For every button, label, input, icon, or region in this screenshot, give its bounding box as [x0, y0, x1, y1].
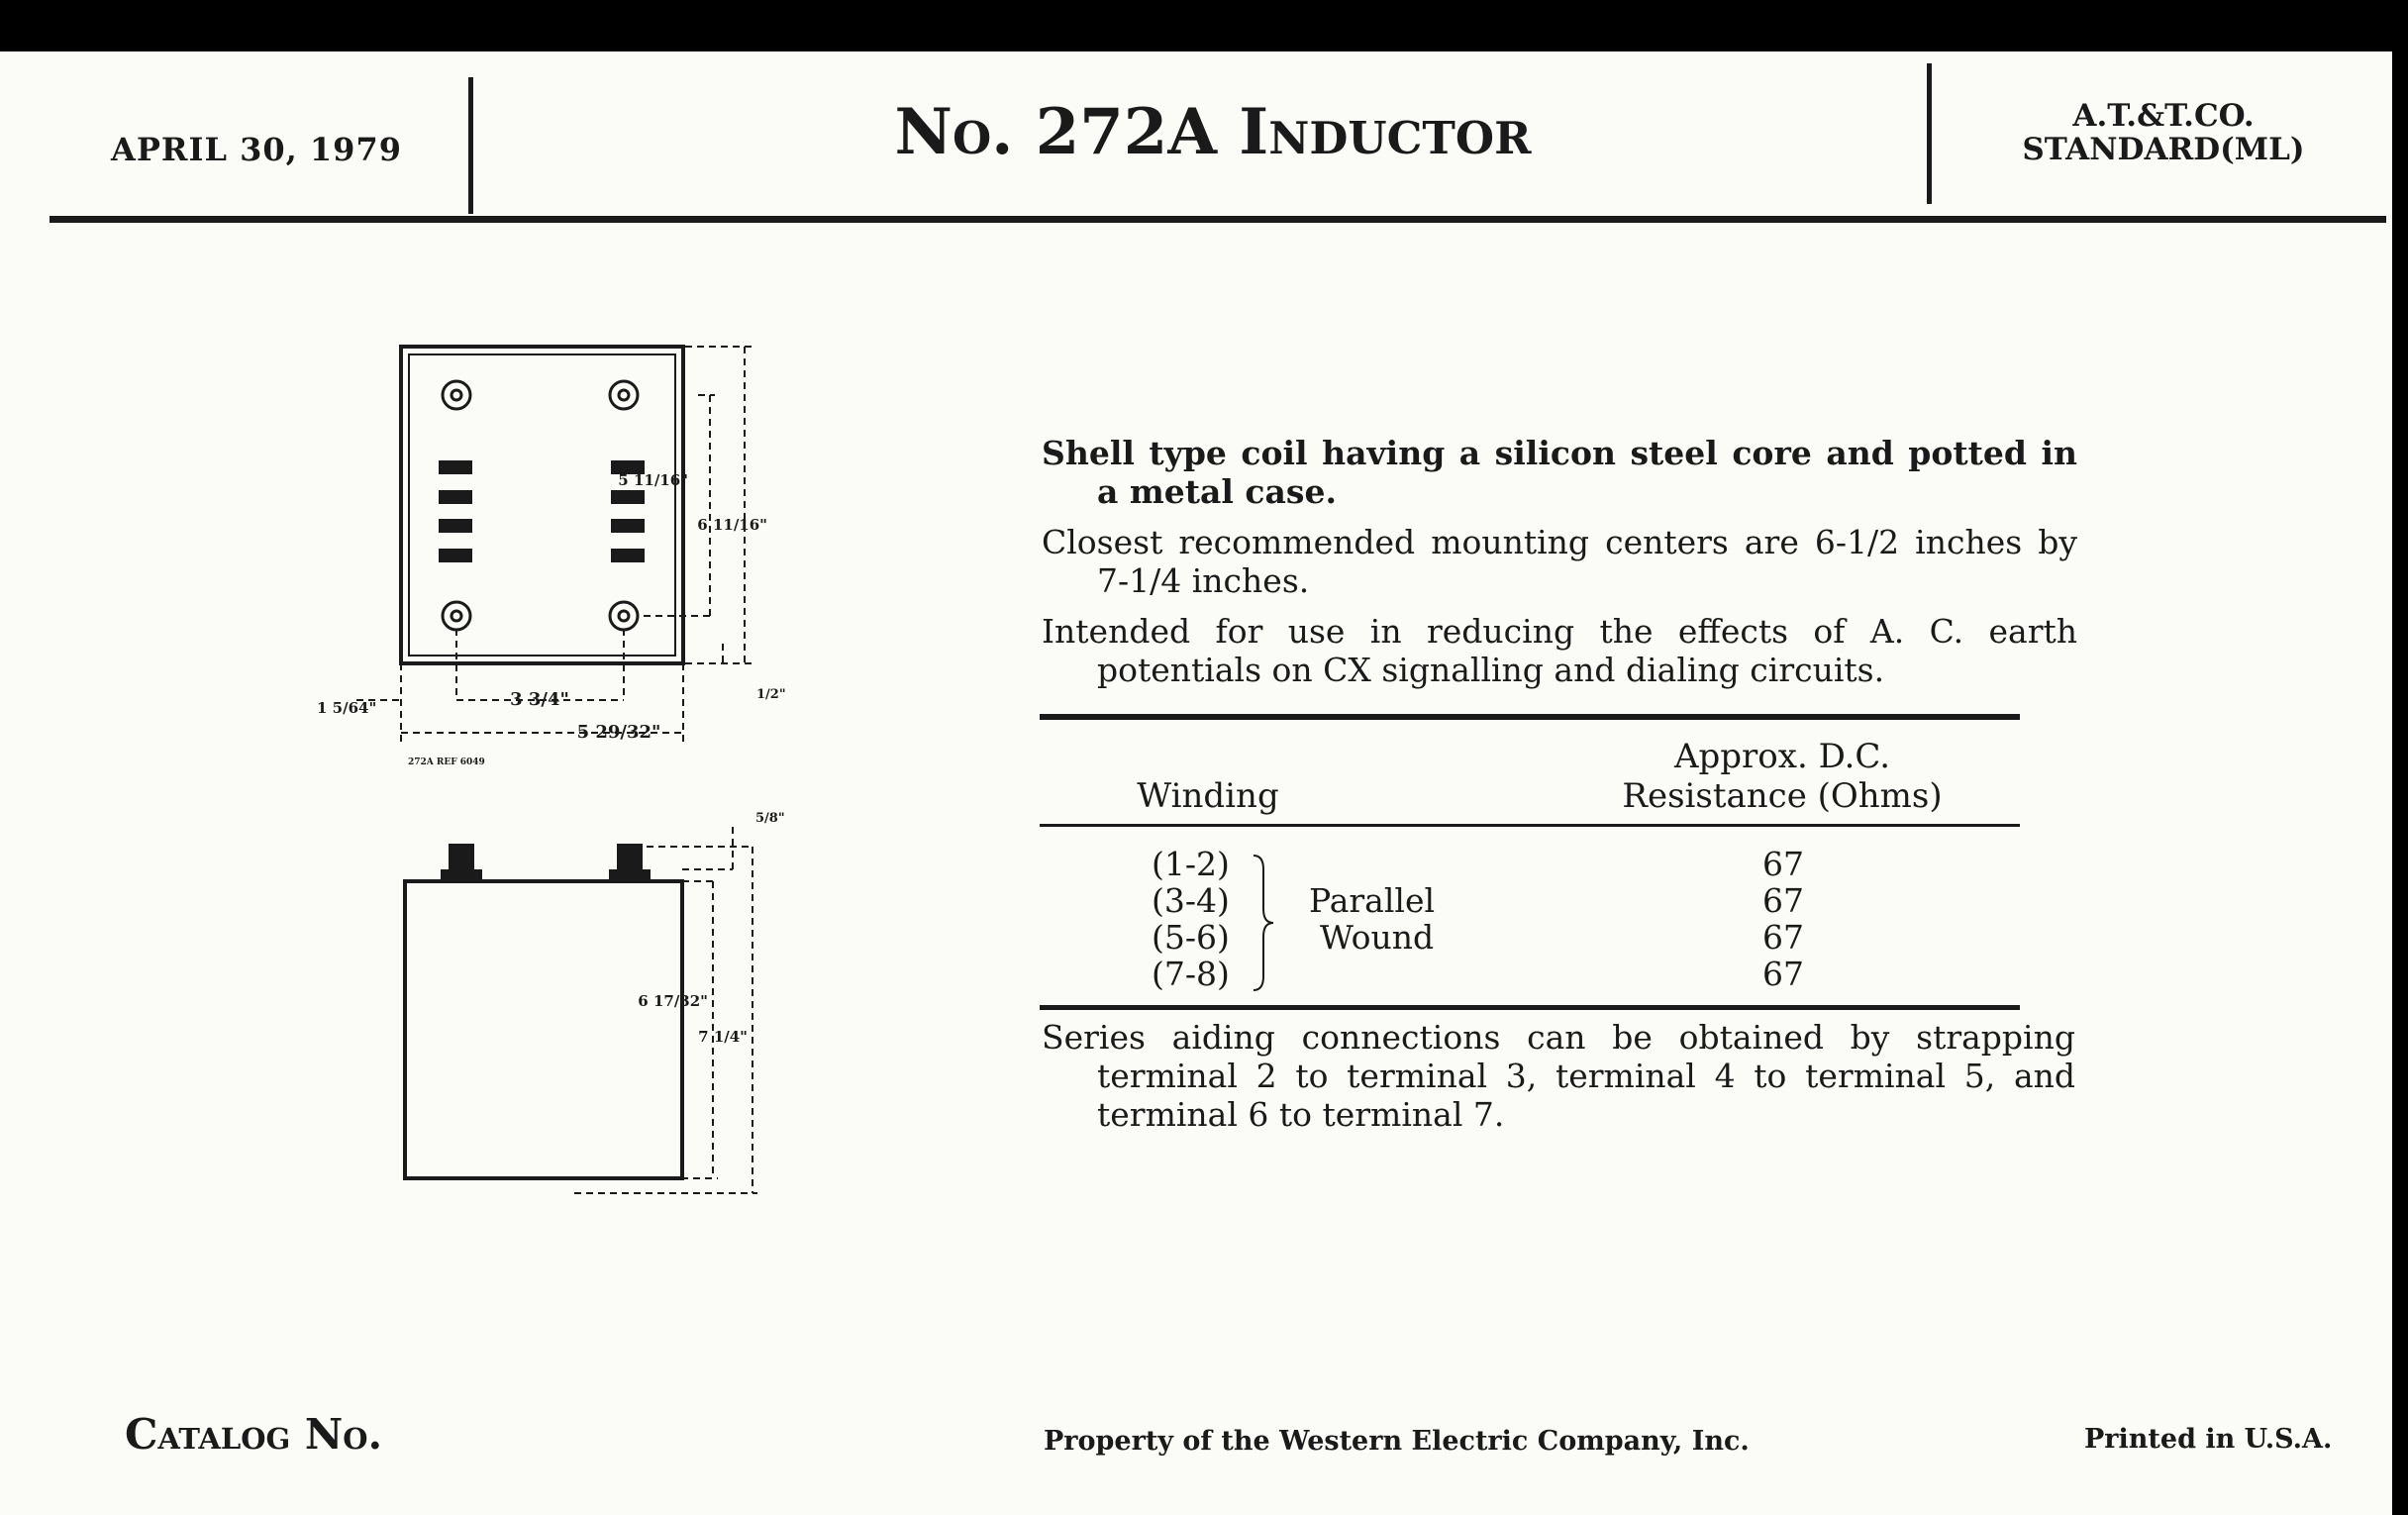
- header-rule: [50, 216, 2386, 223]
- dim-side-top: 5/8": [755, 811, 785, 826]
- dim-mount-width: 3 3/4": [510, 689, 569, 710]
- winding-1-2: (1-2): [1152, 845, 1230, 883]
- resistance-7-8: 67: [1762, 955, 1804, 993]
- dim-height-inner: 5 11/16": [618, 471, 688, 489]
- group-label-parallel: Parallel: [1309, 881, 1436, 920]
- description-intended-use: Intended for use in reducing the effects of A. C. earth potentials on CX signalling and dialing circuits.: [1042, 612, 2077, 689]
- header-divider-left: [468, 77, 473, 214]
- page-title: No. 272A Inductor: [894, 95, 1532, 169]
- issue-date: APRIL 30, 1979: [111, 131, 402, 168]
- winding-column-header: Winding: [1137, 776, 1279, 816]
- top-view-drawing: [317, 337, 786, 792]
- group-label-wound: Wound: [1320, 918, 1435, 957]
- dim-bottom-gap: 1/2": [756, 687, 786, 702]
- winding-5-6: (5-6): [1152, 918, 1230, 957]
- description-mounting: Closest recommended mounting centers are 6-1/2 inches by 7-1/4 inches.: [1042, 523, 2077, 600]
- dim-height-outer: 6 11/16": [697, 516, 767, 534]
- description-shell-type: [1042, 434, 2077, 511]
- dim-side-total: 7 1/4": [698, 1028, 748, 1046]
- resistance-header-line-1: Approx. D.C.: [1673, 737, 1891, 776]
- winding-7-8: (7-8): [1152, 955, 1230, 993]
- catalog-number-label: Catalog No.: [125, 1410, 383, 1459]
- resistance-1-2: 67: [1762, 845, 1804, 883]
- side-view-studs: [441, 844, 651, 881]
- header-divider-right: [1927, 63, 1932, 204]
- table-top-rule: [1040, 714, 2020, 720]
- side-view-drawing: [391, 782, 807, 1218]
- resistance-5-6: 67: [1762, 918, 1804, 957]
- terminal-blocks: [439, 460, 645, 562]
- property-notice: Property of the Western Electric Company, Inc.: [1044, 1426, 1750, 1457]
- resistance-header-line-2: Resistance (Ohms): [1622, 776, 1943, 816]
- dimension-lines: [356, 347, 752, 743]
- resistance-column-header: [1564, 737, 2000, 816]
- table-bottom-rule: [1040, 1005, 2020, 1010]
- dim-total-width: 5 29/32": [576, 722, 661, 743]
- description-rest: coil having a silicon steel core and potted in a metal case.: [1097, 434, 2077, 511]
- printed-in-label: Printed in U.S.A.: [2084, 1424, 2333, 1455]
- side-view-case: [405, 881, 682, 1178]
- resistance-3-4: 67: [1762, 881, 1804, 920]
- standard-line-1: A.T.&T.CO.: [2072, 98, 2255, 134]
- table-header-rule: [1040, 824, 2020, 827]
- winding-group-brace: [1250, 852, 1277, 995]
- standard-label: [1970, 99, 2357, 166]
- standard-line-2: STANDARD(ML): [2022, 132, 2305, 167]
- series-aiding-note: Series aiding connections can be obtained by strapping terminal 2 to terminal 3, terminal 4 to terminal 5, and terminal 6 to terminal 7.: [1042, 1018, 2075, 1134]
- winding-3-4: (3-4): [1152, 881, 1230, 920]
- dim-side-body: 6 17/32": [638, 992, 708, 1010]
- dim-left-offset: 1 5/64": [317, 699, 377, 717]
- drawing-code: 272A REF 6049: [408, 758, 485, 767]
- description-bold-lead: Shell type: [1042, 434, 1227, 472]
- mounting-studs: [443, 381, 638, 630]
